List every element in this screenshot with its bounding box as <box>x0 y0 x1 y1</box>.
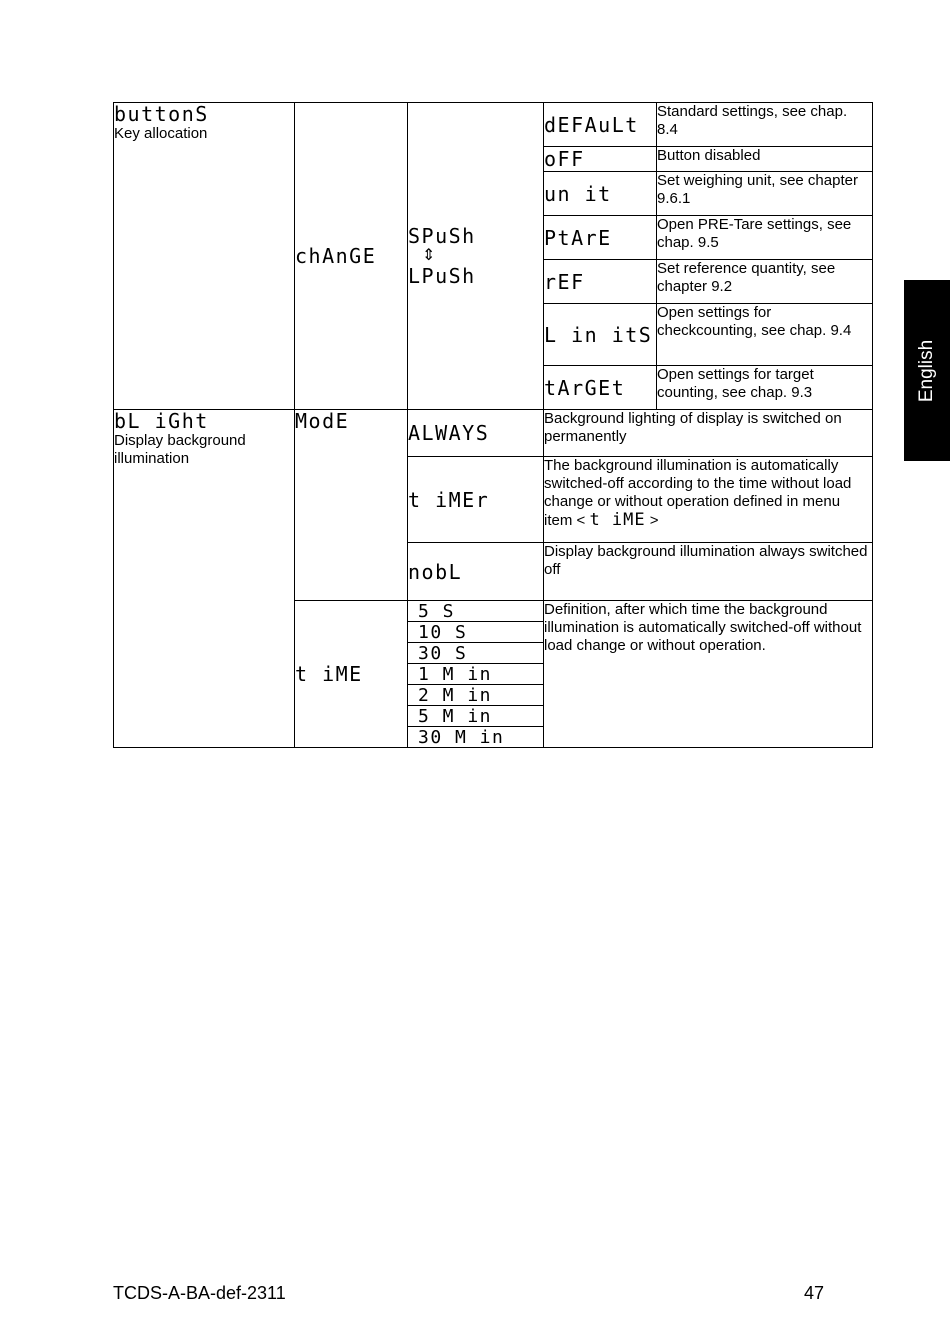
mode-code-cell <box>408 410 544 457</box>
language-tab-label: English <box>916 339 937 402</box>
mode-desc-cell <box>544 543 873 601</box>
time-option-cell <box>408 622 544 643</box>
time-option-cell <box>408 685 544 706</box>
mode-desc-cell <box>544 457 873 543</box>
backlight-menu-cell <box>114 410 295 748</box>
option-code: tArGEt <box>544 375 626 400</box>
mode-code-cell <box>408 543 544 601</box>
backlight-code: bL iGht <box>114 409 209 433</box>
option-code-cell <box>544 304 657 366</box>
up-down-arrow-icon: ⇕ <box>422 247 436 264</box>
option-code-cell <box>544 366 657 410</box>
time-desc-cell <box>544 601 873 748</box>
option-code: oFF <box>544 147 585 171</box>
option-code: L in itS <box>544 322 653 347</box>
option-desc-cell <box>657 216 873 260</box>
mode-code-always: ALWAYS <box>408 421 490 445</box>
option-desc: Set reference quantity, see chapter 9.2 <box>657 260 836 295</box>
time-option-cell <box>408 643 544 664</box>
option-desc: Set weighing unit, see chapter 9.6.1 <box>657 172 858 207</box>
mode-desc-cell <box>544 410 873 457</box>
time-option: 2 M in <box>418 684 493 706</box>
option-desc-cell <box>657 304 873 366</box>
option-code-cell <box>544 172 657 216</box>
option-code-cell <box>544 260 657 304</box>
buttons-title: Key allocation <box>114 125 208 142</box>
mode-code: ModE <box>295 409 350 433</box>
mode-desc-end: > <box>649 512 659 529</box>
option-desc: Button disabled <box>657 147 761 164</box>
time-option: 30 M in <box>418 726 505 748</box>
time-option-cell <box>408 601 544 622</box>
change-submenu-cell <box>295 103 408 410</box>
option-code: un it <box>544 181 612 206</box>
option-code: rEF <box>544 269 585 294</box>
time-option: 5 S <box>418 600 456 622</box>
option-desc-cell <box>657 147 873 172</box>
time-menu-ref-code: t iME <box>589 510 646 530</box>
option-code: dEFAuLt <box>544 112 639 137</box>
option-desc: Open settings for target counting, see chap. 9.3 <box>657 366 814 401</box>
option-desc: Standard settings, see chap. 8.4 <box>657 103 848 138</box>
mode-submenu-cell <box>295 410 408 601</box>
mode-code-cell <box>408 457 544 543</box>
language-side-tab <box>904 280 950 461</box>
footer-page-number: 47 <box>804 1283 825 1303</box>
option-code-cell <box>544 103 657 147</box>
mode-code-nobl: nobL <box>408 559 463 584</box>
buttons-code: buttonS <box>114 102 209 126</box>
time-code: t iME <box>295 662 363 686</box>
option-desc: Open settings for checkcounting, see chap. 9.4 <box>657 304 852 339</box>
option-code-cell <box>544 147 657 172</box>
buttons-menu-cell <box>114 103 295 410</box>
option-desc-cell <box>657 103 873 147</box>
backlight-title: Display background illumination <box>114 432 246 467</box>
mode-desc: Background lighting of display is switched on permanently <box>544 410 842 445</box>
option-desc: Open PRE-Tare settings, see chap. 9.5 <box>657 216 852 251</box>
time-option-cell <box>408 727 544 748</box>
time-submenu-cell <box>295 601 408 748</box>
time-option: 1 M in <box>418 663 493 685</box>
time-option: 10 S <box>418 621 468 643</box>
option-code-cell <box>544 216 657 260</box>
option-desc-cell <box>657 260 873 304</box>
mode-code-timer: t iMEr <box>408 487 490 512</box>
short-push-code: SPuSh <box>408 224 476 248</box>
footer-doc-code: TCDS-A-BA-def-2311 <box>113 1283 286 1303</box>
option-code: PtArE <box>544 225 612 250</box>
push-keys-cell <box>408 103 544 410</box>
time-option: 5 M in <box>418 705 493 727</box>
option-desc-cell <box>657 366 873 410</box>
time-option: 30 S <box>418 642 468 664</box>
time-desc: Definition, after which time the background illumination is automatically switched-off without load change or without operation. <box>544 601 862 654</box>
long-push-code: LPuSh <box>408 264 476 288</box>
change-code: chAnGE <box>295 244 377 268</box>
mode-desc: The background illumination is automatically switched-off according to the time without load change or without operation defined in menu item < <box>544 457 852 529</box>
option-desc-cell <box>657 172 873 216</box>
mode-desc: Display background illumination always switched off <box>544 543 868 578</box>
menu-settings-table <box>113 102 873 748</box>
time-option-cell <box>408 664 544 685</box>
time-option-cell <box>408 706 544 727</box>
